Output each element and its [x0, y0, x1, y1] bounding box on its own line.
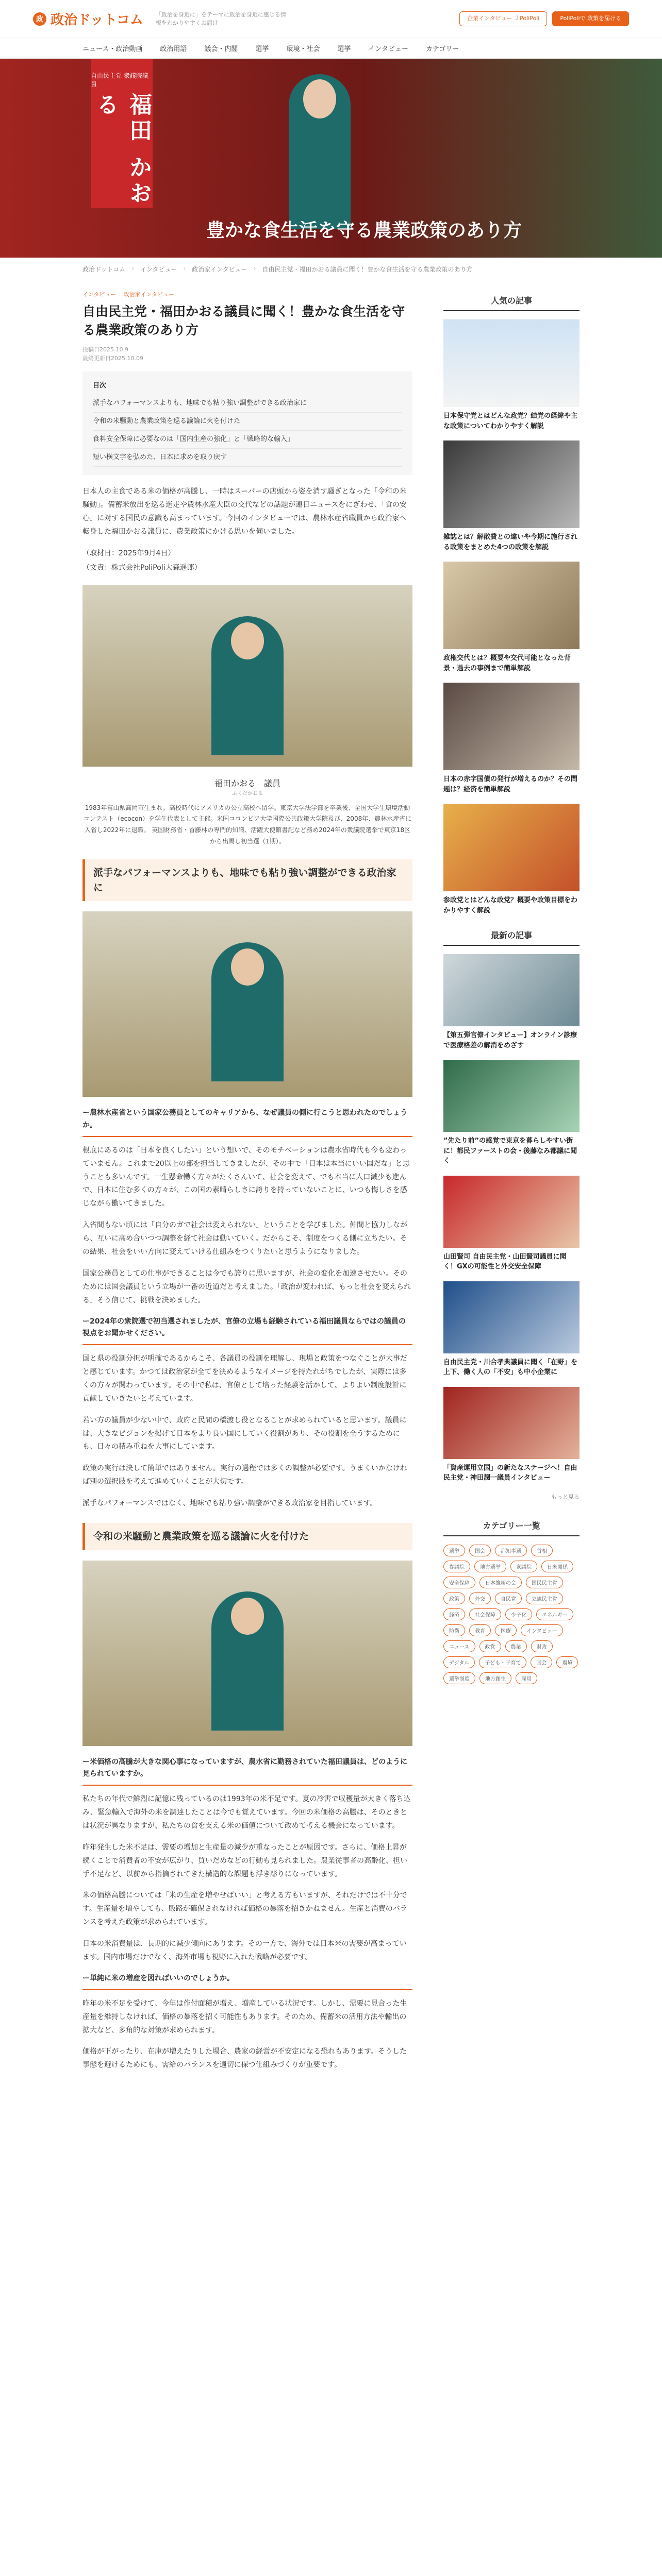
hero-banner	[0, 59, 662, 258]
category-tag[interactable]: 地方創生	[479, 1672, 511, 1684]
nav-item[interactable]: 選挙	[337, 45, 351, 53]
answer-paragraph: 国と県の役割分担が明確であるからこそ、各議員の役割を理解し、現場と政策をつなぐことが大事だと感じています。かつては政治家が全てを決めるようなイメージを持たれがちでしたが、実際には多くの方々が関わっています。その中で私は、官僚として培った経験を活かして、よりよい制度設計に貢献していきたいと考えています。	[82, 1354, 407, 1403]
category-tag[interactable]: 日本維新の会	[479, 1577, 522, 1588]
hero-name: 福田 かおる	[92, 93, 152, 207]
answer-paragraph: 米の価格高騰については「米の生産を増やせばいい」と考える方もいますが、それだけでは不十分です。生産量を増やしても、販路が確保されなければ価格の暴落を招きかねません。生産と消費のバランスを考えた政策が求められています。	[82, 1891, 407, 1927]
caption-reading: ふくだかおる	[232, 790, 263, 796]
category-tag[interactable]: 医療	[495, 1624, 517, 1636]
breadcrumb-item[interactable]: 政治ドットコム	[82, 266, 126, 273]
answer-paragraph: 日本の米消費量は、長期的に減少傾向にあります。その一方で、海外では日本米の需要が高まっています。国内市場だけでなく、海外市場も視野に入れた戦略が必要です。	[82, 1940, 407, 1962]
category-tag[interactable]: 参議院	[443, 1561, 470, 1572]
category-tag[interactable]: 財政	[531, 1640, 553, 1652]
nav-item[interactable]: ニュース・政治動画	[82, 45, 143, 53]
answer-paragraph: 根底にあるのは「日本を良くしたい」という想いで、そのモチベーションは農水省時代も今も変わっていません。これまで20以上の部を担当してきましたが、その中で「日本は本当にいい国だな」と思うことも多いんです。一生懸命働く方々がたくさんいて、社会を変えて、でも本当に人口減少も進んで、日本に住む多くの方々が、この国の素晴らしさに誇りを持っていないことに、いつも悔しさを感じながら働いてきました。	[82, 1146, 410, 1208]
latest-article[interactable]: 「資産運用立国」の新たなステージへ！自由民主党・神田潤一議員インタビュー	[443, 1387, 580, 1483]
toc-item[interactable]: 派手なパフォーマンスよりも、地味でも粘り強い調整ができる政治家に	[93, 395, 402, 413]
interview-button[interactable]: 企業インタビュー ２PoliPoli	[459, 11, 547, 26]
nav-item[interactable]: 議会・内閣	[204, 45, 238, 53]
popular-article[interactable]: 政権交代とは？概要や交代可能となった背景・過去の事例まで簡単解説	[443, 562, 580, 673]
category-tag[interactable]: 政党	[479, 1640, 501, 1652]
category-tag[interactable]: 社会保障	[469, 1608, 501, 1620]
logo-icon: 政	[33, 12, 46, 26]
logo-text: 政治ドットコム	[51, 12, 143, 28]
answer-paragraph: 私たちの年代で鮮烈に記憶に残っているのは1993年の米不足です。夏の冷害で収穫量が大きく落ち込み、緊急輸入で海外の米を調達したことは今でも覚えています。今回の米価格の高騰は、そのときとは状況が異なりますが、私たちの食を支える米の価値について改めて考える機会になっています。	[82, 1795, 411, 1830]
latest-heading: 最新の記事	[443, 925, 580, 946]
hero-sub: 自由民主党 衆議院議員	[91, 72, 148, 88]
hero-namebox	[91, 59, 153, 208]
updated-date: 最終更新日2025.10.09	[82, 355, 143, 362]
category-tag[interactable]: 教育	[469, 1624, 491, 1636]
article-title: 自由民主党・福田かおる議員に聞く！豊かな食生活を守る農業政策のあり方	[82, 304, 405, 338]
category-tag[interactable]: 自民党	[495, 1592, 522, 1604]
table-of-contents	[82, 371, 412, 476]
category-tag[interactable]: インタビュー	[521, 1624, 563, 1636]
category-tag[interactable]: 選挙	[443, 1545, 465, 1556]
toc-item[interactable]: 短い横文字を弘めた、日本に求めを取り戻す	[93, 449, 402, 467]
article	[82, 290, 412, 2080]
posted-date: 投稿日2025.10.9	[82, 346, 128, 353]
toc-heading: 目次	[93, 381, 107, 389]
answer-paragraph: 価格が下がったり、在庫が増えたりした場合、農家の経営が不安定になる恐れもあります。そうした事態を避けるためにも、需給のバランスを適切に保つ仕組みづくりが重要です。	[82, 2047, 407, 2070]
popular-article[interactable]: 雑誌とは？解散費との違いや今期に施行される政策をまとめた4つの政策を解説	[443, 440, 580, 552]
category-tag[interactable]: 経済	[443, 1608, 465, 1620]
answer-paragraph: 昨年発生した米不足は、需要の増加と生産量の減少が重なったことが原因です。さらに、価格上昇が続くことで消費者の不安が広がり、買いだめなどの行動も見られました。農業従事者の高齢化、担い手不足など、以前から指摘されてきた構造的な課題も浮き彫りになっています。	[82, 1843, 407, 1878]
question: ー2024年の衆院選で初当選されましたが、官僚の立場も経験されている福田議員ならではの議員の視点をお聞かせください。	[82, 1316, 412, 1346]
category-tag[interactable]: 環境	[556, 1656, 578, 1668]
category-tag[interactable]: 防衛	[443, 1624, 465, 1636]
interview-photo	[82, 1561, 412, 1746]
category-tag[interactable]: 農業	[505, 1640, 527, 1652]
category-tag[interactable]: 少子化	[505, 1608, 532, 1620]
category-tag[interactable]: 国民民主党	[526, 1577, 563, 1588]
article-tag[interactable]: 政治家インタビュー	[123, 291, 175, 298]
top-header	[0, 0, 662, 38]
site-logo[interactable]	[33, 9, 143, 28]
category-tag[interactable]: 地方選挙	[474, 1561, 506, 1572]
answer-paragraph: 政策の実行は決して簡単ではありません。実行の過程では多くの調整が必要です。うまくいかなければ別の選択肢を考えて進めていくことが大切です。	[82, 1464, 407, 1486]
photo-caption	[82, 777, 412, 796]
breadcrumb-item[interactable]: インタビュー	[140, 266, 177, 273]
article-tag[interactable]: インタビュー	[82, 291, 117, 298]
nav-item[interactable]: 選挙	[255, 45, 269, 53]
interview-photo	[82, 911, 412, 1097]
latest-article[interactable]: 山田賢司 自由民主党・山田賢司議員に聞く！GXの可能性と外交安全保障	[443, 1176, 580, 1272]
latest-article[interactable]: 自由民主党・川合孝典議員に聞く「在野」を上下、働く人の「不安」も中小企業に	[443, 1281, 580, 1378]
popular-article[interactable]: 日本保守党とはどんな政党？結党の経緯や主な政策についてわかりやすく解説	[443, 319, 580, 431]
nav-item[interactable]: インタビュー	[368, 45, 408, 53]
question: ー単純に米の増産を図ればいいのでしょうか。	[82, 1973, 412, 1990]
category-tag[interactable]: 都知事選	[495, 1545, 527, 1556]
nav-item[interactable]: カテゴリー	[425, 45, 459, 53]
tagline: 「政治を身近に」をテーマに政治を身近に感じる情報をわかりやすくお届け	[155, 11, 286, 26]
toc-item[interactable]: 令和の米騒動と農業政策を巡る議論に火を付けた	[93, 413, 402, 431]
nav-item[interactable]: 環境・社会	[286, 45, 320, 53]
category-tag[interactable]: 国会	[531, 1656, 552, 1668]
category-list	[443, 1545, 580, 1684]
profile-bio: 1983年富山県高岡市生まれ。高校時代にアメリカの公立高校へ留学。東京大学法学部を卒業後、全国大学生環境活動コンテスト（ecocon）を学生代表として主催。米国コロンビア大学国際公共政策大学院及び、2008年、農林水産省に入省し2022年に退職。 英国財務省・首藤林の専門的知識、活躍大使館書記など務め2024年の衆議院選挙で東京18区から出馬し初当選（1期）。	[83, 804, 412, 845]
section-heading: 派手なパフォーマンスよりも、地味でも粘り強い調整ができる政治家に	[82, 859, 412, 901]
category-tag[interactable]: 選挙制度	[443, 1672, 475, 1684]
policy-button[interactable]: PoliPoliで 政策を届ける	[552, 11, 629, 26]
latest-article[interactable]: ”先たり前”の感覚で東京を暮らしやすい街に！都民ファーストの会・後藤なみ都議に聞く	[443, 1060, 580, 1166]
answer-paragraph: 若い方の議員が少ない中で、政府と民間の橋渡し役となることが求められていると思います。議員には、大きなビジョンを掲げて日本をより良い国にしていく役割があり、その役割を全うするためにも、日々の積み重ねを大事にしています。	[82, 1416, 407, 1451]
answer-paragraph: 国家公務員としての仕事ができることは今でも誇りに思いますが、社会の変化を加速させたい。そのためには国会議員という立場が一番の近道だと考えました。「政治が変われば、もっと社会を変えられる」そう信じて、挑戦を決めました。	[82, 1269, 411, 1304]
category-tag[interactable]: デジタル	[443, 1656, 475, 1668]
category-tag[interactable]: 雇用	[516, 1672, 537, 1684]
author-line: （文責：株式会社PoliPoli大森遥郎）	[82, 563, 202, 572]
answer-paragraph: 派手なパフォーマンスではなく、地味でも粘り強い調整ができる政治家を目指しています。	[82, 1499, 377, 1508]
section-heading: 令和の米騒動と農業政策を巡る議論に火を付けた	[82, 1523, 412, 1550]
category-tag[interactable]: 首相	[531, 1545, 553, 1556]
question: ー米価格の高騰が大きな関心事になっていますが、農水省に勤務されていた福田議員は、どのように見られていますか。	[82, 1756, 412, 1786]
category-heading: カテゴリー一覧	[443, 1515, 580, 1536]
popular-article[interactable]: 日本の赤字国債の発行が増えるのか？その問題は？経済を簡単解説	[443, 683, 580, 794]
intro-paragraph: 日本人の主食である米の価格が高騰し、一時はスーパーの店頭から姿を消す騒ぎとなった「令和の米騒動」。備蓄米放出を巡る迷走や農林水産大臣の交代などの話題が連日ニュースをにぎわせ、「食の安心」に対する国民の意識も高まっています。今回のインタビューでは、農林水産省職員から政治家へ転身した福田かおる議員に、農業政策にかける思いを伺いました。	[82, 487, 407, 536]
interview-photo	[82, 585, 412, 767]
breadcrumb: 政治ドットコム › インタビュー › 政治家インタビュー › 自由民主党・福田かおる議員に聞く！豊かな食生活を守る農業政策のあり方	[82, 265, 473, 273]
breadcrumb-item: 自由民主党・福田かおる議員に聞く！豊かな食生活を守る農業政策のあり方	[262, 266, 473, 273]
category-tag[interactable]: エネルギー	[536, 1608, 573, 1620]
category-tag[interactable]: 安全保障	[443, 1577, 475, 1588]
category-tag[interactable]: 国会	[469, 1545, 491, 1556]
hero-face	[303, 79, 336, 118]
toc-item[interactable]: 食料安全保障に必要なのは「国内生産の強化」と「戦略的な輸入」	[93, 431, 402, 449]
more-link[interactable]: もっと見る	[551, 1493, 580, 1500]
breadcrumb-item[interactable]: 政治家インタビュー	[192, 266, 247, 273]
nav-item[interactable]: 政治用語	[160, 45, 187, 53]
popular-heading: 人気の記事	[443, 290, 580, 311]
main-nav	[0, 38, 662, 59]
category-tag[interactable]: 立憲民主党	[526, 1592, 563, 1604]
answer-paragraph: 入省間もない頃には「自分のガで社会は変えられない」ということを学びました。仲間と協力しながら、互いに高め合いつつ調整を経て社会は動いていく。だからこそ、制度をつくる側に立ちたい。その結果、社会をいい方向に変えていける仕組みをつくりたいと思うようになりました。	[82, 1221, 407, 1256]
category-tag[interactable]: 政策	[443, 1592, 465, 1604]
sidebar	[443, 290, 580, 2080]
category-tag[interactable]: 衆議院	[510, 1561, 537, 1572]
category-tag[interactable]: ニュース	[443, 1640, 475, 1652]
interview-date: （取材日：2025年9月4日）	[82, 549, 175, 557]
question: ー農林水産省という国家公務員としてのキャリアから、なぜ議員の側に行こうと思われたのでしょうか。	[82, 1107, 412, 1137]
answer-paragraph: 昨年の米不足を受けて、今年は作付面積が増え、増産している状況です。しかし、需要に見合った生産量を維持しなければ、価格の暴落を招く可能性もあります。そのため、備蓄米の活用方法や輸出の拡大など、多角的な対策が求められます。	[82, 1999, 407, 2035]
caption-name: 福田かおる 議員	[214, 778, 280, 788]
category-tag[interactable]: 日米関係	[541, 1561, 573, 1572]
category-tag[interactable]: 子ども・子育て	[479, 1656, 526, 1668]
popular-article[interactable]: 参政党とはどんな政党？概要や政策目標をわかりやすく解説	[443, 804, 580, 916]
category-tag[interactable]: 外交	[469, 1592, 491, 1604]
latest-article[interactable]: 【第五弾官僚インタビュー】オンライン診療で医療格差の解消をめざす	[443, 954, 580, 1050]
hero-title: 豊かな食生活を守る農業政策のあり方	[206, 220, 522, 241]
